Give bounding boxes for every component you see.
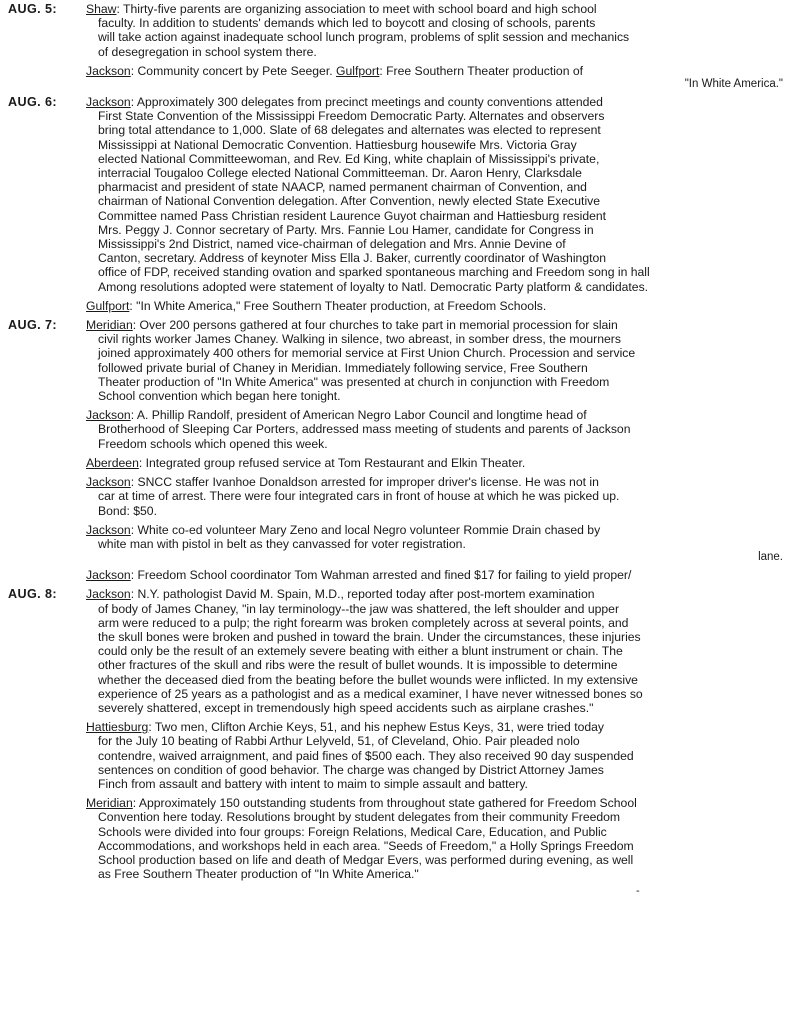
- entry-text: : Freedom School coordinator Tom Wahman arrested and fined $17 for failing to yield proper/: [130, 568, 632, 583]
- entry-first-line: [86, 475, 793, 489]
- entry-text: : Two men, Clifton Archie Keys, 51, and his nephew Estus Keys, 31, were tried today: [148, 720, 605, 735]
- news-entry: [86, 475, 793, 518]
- footer-mark: -: [636, 885, 640, 898]
- entry-text: : SNCC staffer Ivanhoe Donaldson arrested for improper driver's license. He was not in: [130, 475, 599, 490]
- news-entry: [86, 587, 793, 715]
- entry-line: Committee named Pass Christian resident Laurence Guyot chairman and Hattiesburg resident: [98, 208, 607, 223]
- date-label: AUG. 7:: [8, 318, 57, 333]
- date-label: AUG. 8:: [8, 587, 57, 602]
- entry-line: School production based on life and death of Medgar Evers, was performed during evening, as well: [98, 852, 634, 867]
- location-label: Hattiesburg: [86, 720, 149, 735]
- entry-first-line: [86, 299, 793, 313]
- location-label: Jackson: [86, 63, 131, 78]
- entry-line: joined approximately 400 others for memorial service at First Union Church. Procession and service: [98, 346, 636, 361]
- location-label: Aberdeen: [86, 455, 139, 470]
- location-label: Jackson: [86, 475, 131, 490]
- entry-line: severely shattered, except in tremendously high speed accidents such as airplane crashes.": [98, 700, 594, 715]
- entry-line: car at time of arrest. There were four integrated cars in front of house at which he was picked up.: [98, 489, 620, 504]
- entry-line: the skull bones were broken and pushed in toward the brain. Under the circumstances, these injuries: [98, 629, 641, 644]
- news-entry: [86, 64, 793, 90]
- entry-line: of body of James Chaney, "in lay terminology--the jaw was shattered, the left shoulder and upper: [98, 601, 619, 616]
- location-label: Gulfport: [335, 63, 380, 78]
- entry-line: sentences on condition of good behavior. The charge was changed by District Attorney James: [98, 762, 604, 777]
- news-entry: [86, 523, 793, 563]
- entry-first-line: [86, 408, 793, 422]
- entry-line: faculty. In addition to students' demands which led to boycott and closing of schools, parents: [98, 16, 596, 31]
- location-label: Jackson: [86, 408, 131, 423]
- day-section: [6, 2, 793, 90]
- entry-line: as Free Southern Theater production of "In White America.": [98, 867, 419, 882]
- entry-first-line: [86, 796, 793, 810]
- location-label: Jackson: [86, 568, 131, 583]
- entry-text: : "In White America," Free Southern Theater production, at Freedom Schools.: [129, 298, 547, 313]
- entry-line: followed private burial of Chaney in Meridian. Immediately following service, Free Southern: [98, 360, 588, 375]
- entry-first-line: [86, 456, 793, 470]
- day-section: [6, 587, 793, 881]
- entry-line: Convention here today. Resolutions brought by student delegates from their community Freedom: [98, 810, 621, 825]
- news-entry: [86, 95, 793, 294]
- news-entry: [86, 408, 793, 451]
- entry-line: Mrs. Peggy J. Connor secretary of Party. Mrs. Fannie Lou Hamer, candidate for Congress in: [98, 222, 594, 237]
- entry-line: elected National Committeewoman, and Rev. Ed King, white chaplain of Mississippi's private,: [98, 151, 600, 166]
- entry-line: whether the deceased died from the beating before the bullet wounds were inflicted. In my extensive: [98, 672, 638, 687]
- news-entry: [86, 456, 793, 470]
- entry-text: : White co-ed volunteer Mary Zeno and local Negro volunteer Rommie Drain chased by: [130, 522, 601, 537]
- margin-note: "In White America.": [684, 78, 783, 91]
- location-label: Jackson: [86, 522, 131, 537]
- entry-text: : Over 200 persons gathered at four churches to take part in memorial procession for slain: [132, 318, 618, 333]
- entry-line: office of FDP, received standing ovation and sparked spontaneous marching and Freedom song in hall: [98, 265, 650, 280]
- entry-line: could only be the result of an extemely severe beating with either a blunt instrument or chain. The: [98, 644, 623, 659]
- entry-text: : Integrated group refused service at Tom Restaurant and Elkin Theater.: [138, 455, 526, 470]
- entry-line: white man with pistol in belt as they canvassed for voter registration.: [98, 536, 466, 551]
- entry-line: Canton, secretary. Address of keynoter Miss Ella J. Baker, currently coordinator of Washington: [98, 251, 607, 266]
- location-label: Gulfport: [86, 298, 130, 313]
- entry-first-line: [86, 587, 793, 601]
- margin-note: lane.: [758, 551, 783, 564]
- news-entry: [86, 2, 793, 59]
- news-entry: [86, 299, 793, 313]
- entry-line: pharmacist and president of state NAACP, named permanent chairman of Convention, and: [98, 180, 587, 195]
- location-label: Jackson: [86, 587, 131, 602]
- entry-line: bring total attendance to 1,000. Slate of 68 delegates and alternates was elected to represent: [98, 123, 601, 138]
- entry-text: : Thirty-five parents are organizing association to meet with school board and high school: [116, 2, 597, 16]
- entry-first-line: [86, 64, 793, 78]
- entry-line: other fractures of the skull and ribs were the result of bullet wounds. It is impossible to determine: [98, 658, 618, 673]
- entry-first-line: [86, 95, 793, 109]
- entry-line: Mississippi at National Democratic Convention. Hattiesburg housewife Mrs. Victoria Gray: [98, 137, 577, 152]
- entry-line: Mississippi's 2nd District, named vice-chairman of delegation and Mrs. Annie Devine of: [98, 237, 566, 252]
- entry-line: Brotherhood of Sleeping Car Porters, addressed mass meeting of students and parents of Jackson: [98, 422, 631, 437]
- entry-line: contendre, waived arraignment, and paid fines of $500 each. They also received 90 day suspended: [98, 748, 634, 763]
- entry-line: Freedom schools which opened this week.: [98, 436, 328, 451]
- entry-line: for the July 10 beating of Rabbi Arthur Lelyveld, 51, of Cleveland, Ohio. Pair pleaded nolo: [98, 734, 580, 749]
- entry-first-line: [86, 318, 793, 332]
- entry-first-line: [86, 720, 793, 734]
- date-label: AUG. 6:: [8, 95, 57, 110]
- location-label: Meridian: [86, 318, 133, 333]
- news-entry: [86, 318, 793, 403]
- day-section: [6, 95, 793, 313]
- news-entry: [86, 568, 793, 582]
- entry-text: : Free Southern Theater production of: [379, 63, 584, 78]
- entry-text: : N.Y. pathologist David M. Spain, M.D., reported today after post-mortem examination: [130, 587, 595, 602]
- entry-line: experience of 25 years as a pathologist and as a medical examiner, I have never witnessed bones so: [98, 686, 643, 701]
- entry-line: chairman of National Convention delegation. After Convention, newly elected State Executive: [98, 194, 601, 209]
- entry-line: interracial Tougaloo College elected National Committeeman. Dr. Aaron Henry, Clarksdale: [98, 166, 582, 181]
- location-label: Shaw: [86, 2, 117, 16]
- entry-first-line: [86, 2, 793, 16]
- entry-line: Theater production of "In White America" was presented at church in conjunction with Freedom: [98, 374, 610, 389]
- entry-line: Among resolutions adopted were statement of loyalty to Natl. Democratic Party platform & candidates.: [98, 279, 649, 294]
- entry-line: civil rights worker James Chaney. Walking in silence, two abreast, in somber dress, the mourners: [98, 332, 621, 347]
- entry-line: Bond: $50.: [98, 503, 157, 518]
- entry-line: Schools were divided into four groups: Foreign Relations, Medical Care, Education, and Public: [98, 824, 607, 839]
- news-entry: [86, 720, 793, 791]
- entry-text: : Approximately 150 outstanding students from throughout state gathered for Freedom School: [132, 796, 637, 811]
- entry-line: will take action against inadequate school lunch program, problems of split session and mechanics: [98, 30, 630, 45]
- entry-line: First State Convention of the Mississippi Freedom Democratic Party. Alternates and observers: [98, 109, 605, 124]
- entry-line: Finch from assault and battery with intent to maim to simple assault and battery.: [98, 776, 528, 791]
- entry-text: : Approximately 300 delegates from precinct meetings and county conventions attended: [130, 95, 603, 110]
- day-section: [6, 318, 793, 582]
- entry-line: School convention which began here tonight.: [98, 389, 341, 404]
- entry-line: of desegregation in school system there.: [98, 44, 317, 59]
- location-label: Jackson: [86, 95, 131, 110]
- location-label: Meridian: [86, 796, 133, 811]
- entry-first-line: [86, 568, 793, 582]
- entry-text: : A. Phillip Randolf, president of American Negro Labor Council and longtime head of: [130, 408, 587, 423]
- news-entry: [86, 796, 793, 881]
- entry-text: : Community concert by Pete Seeger.: [130, 63, 336, 78]
- entry-line: Accommodations, and workshops held in each area. "Seeds of Freedom," a Holly Springs Freedom: [98, 838, 634, 853]
- date-label: AUG. 5:: [8, 2, 57, 16]
- entry-first-line: [86, 523, 793, 537]
- entry-line: arm were reduced to a pulp; the right forearm was broken completely across at several points, and: [98, 615, 629, 630]
